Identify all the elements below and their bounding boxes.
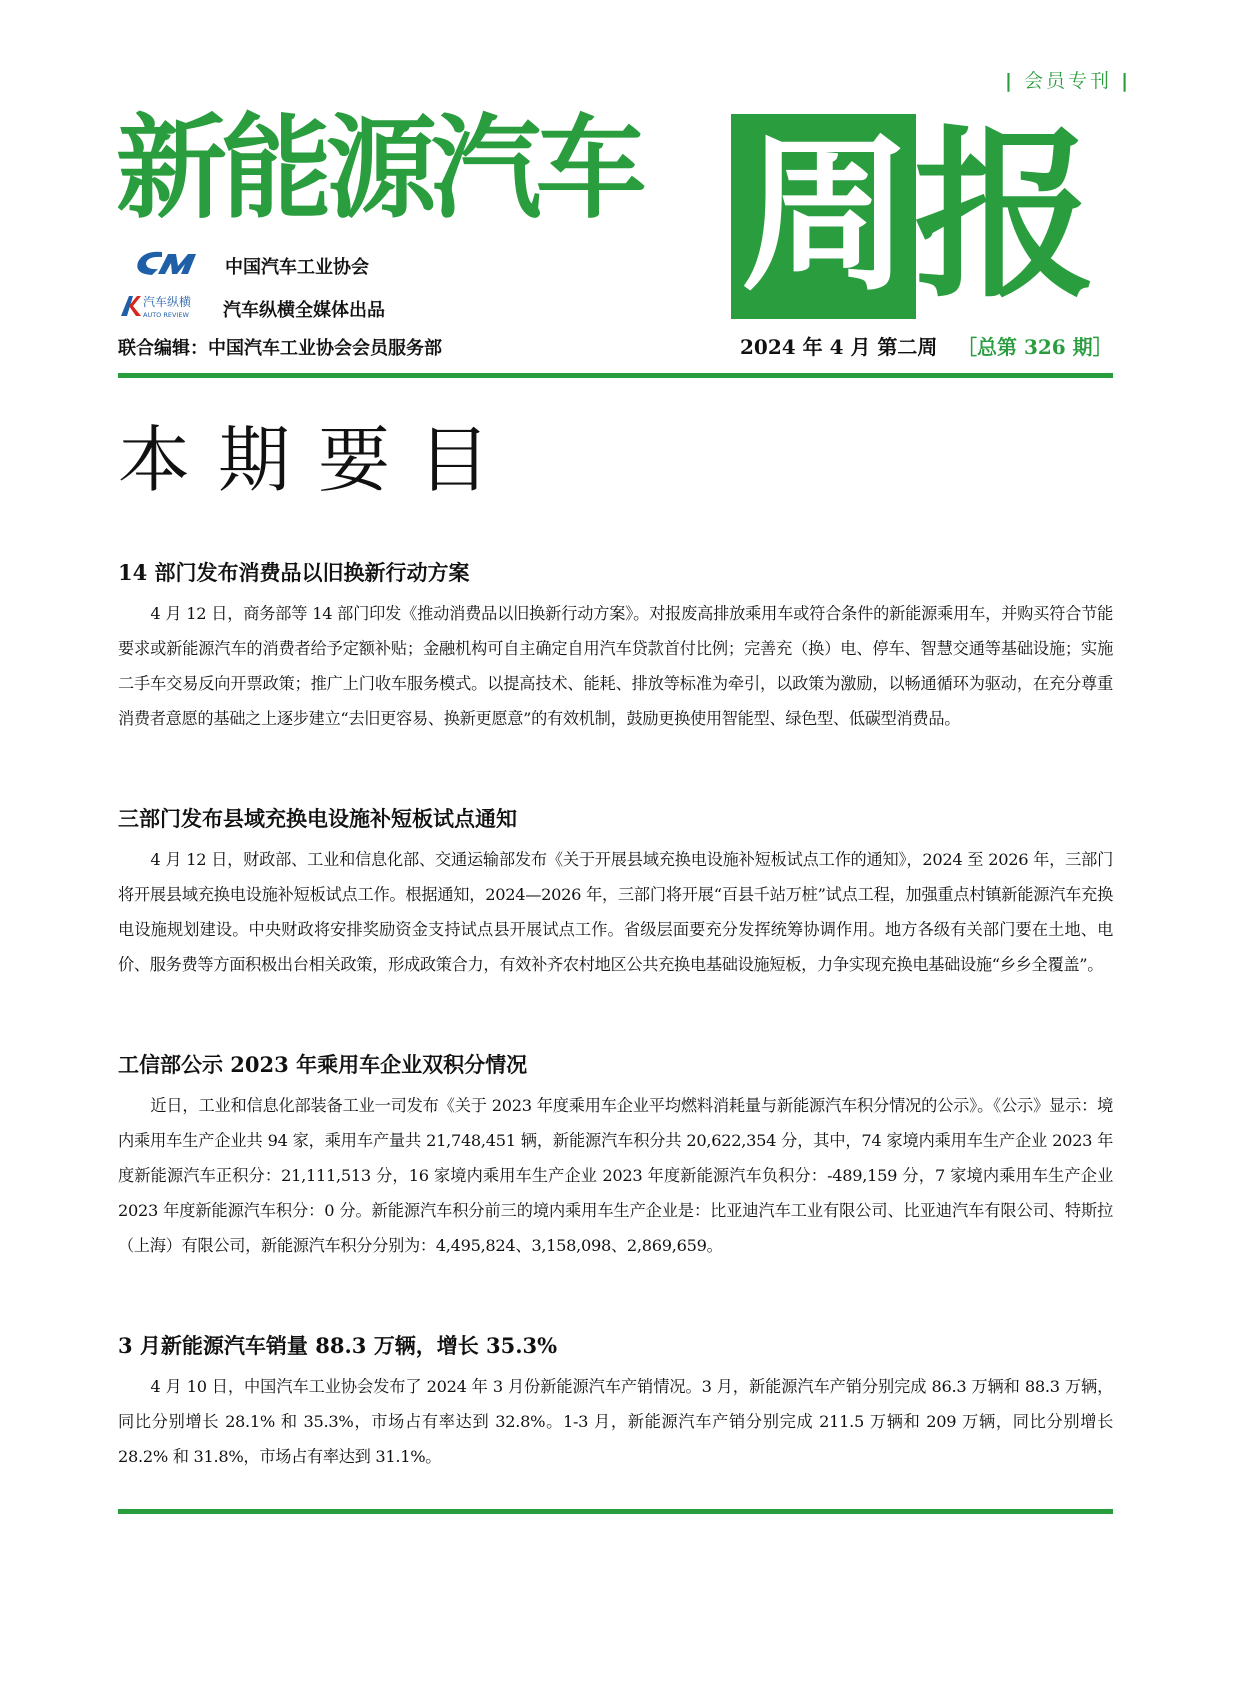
org-name: 中国汽车工业协会 (225, 257, 369, 278)
co-editor-line: 联合编辑：中国汽车工业协会会员服务部 (118, 338, 442, 359)
divider: | (1005, 70, 1015, 92)
article-body: 4 月 10 日，中国汽车工业协会发布了 2024 年 3 月份新能源汽车产销情况。3 月，新能源汽车产销分别完成 86.3 万辆和 88.3 万辆，同比分别增长 28.1% 和 35.3%，市场占有率达到 32.8%。1-3 月，新能源汽车产销分别完成 211.5 万辆和 209 万辆，同比分别增长 28.2% 和 31.8%，市场占有率达到 31.1%。 (118, 1377, 1113, 1466)
article-body: 4 月 12 日，财政部、工业和信息化部、交通运输部发布《关于开展县域充换电设施补短板试点工作的通知》，2024 至 2026 年，三部门将开展县域充换电设施补短板试点工作。根据通知，2024—2026 年，三部门将开展“百县千站万桩”试点工程，加强重点村镇新能源汽车充换电设施规划建设。中央财政将安排奖励资金支持试点县开展试点工作。省级层面要充分发挥统筹协调作用。地方各级有关部门要在土地、电价、服务费等方面积极出台相关政策，形成政策合力，有效补齐农村地区公共充换电基础设施短板，力争实现充换电基础设施“乡乡全覆盖”。 (118, 850, 1113, 974)
article-title: 工信部公示 2023 年乘用车企业双积分情况 (118, 1052, 528, 1077)
weekly-title-box (731, 114, 916, 319)
toc-heading: 本期要目 (118, 418, 519, 502)
divider: | (1121, 70, 1132, 92)
article-title: 三部门发布县域充换电设施补短板试点通知 (118, 806, 517, 831)
article-body: 近日，工业和信息化部装备工业一司发布《关于 2023 年度乘用车企业平均燃料消耗量与新能源汽车积分情况的公示》。《公示》显示：境内乘用车生产企业共 94 家，乘用车产量共 21,748,451 辆，新能源汽车积分共 20,622,354 分，其中，74 家境内乘用车生产企业 2023 年度新能源汽车正积分：21,111,513 分，16 家境内乘用车生产企业 2023 年度新能源汽车负积分：-489,159 分，7 家境内乘用车生产企业 2023 年度新能源汽车积分：0 分。新能源汽车积分前三的境内乘用车生产企业是：比亚迪汽车工业有限公司、比亚迪汽车有限公司、特斯拉（上海）有限公司，新能源汽车积分分别为：4,495,824、3,158,098、2,869,659。 (118, 1096, 1113, 1255)
article-title: 14 部门发布消费品以旧换新行动方案 (118, 560, 470, 585)
caam-logo (134, 248, 200, 278)
article-body: 4 月 12 日，商务部等 14 部门印发《推动消费品以旧换新行动方案》。对报废高排放乘用车或符合条件的新能源乘用车，并购买符合节能要求或新能源汽车的消费者给予定额补贴；金融机构可自主确定自用汽车贷款首付比例；完善充（换）电、停车、智慧交通等基础设施；实施二手车交易反向开票政策；推广上门收车服务模式。以提高技术、能耗、排放等标准为牵引，以政策为激励，以畅通循环为驱动，在充分尊重消费者意愿的基础之上逐步建立“去旧更容易、换新更愿意”的有效机制，鼓励更换使用智能型、绿色型、低碳型消费品。 (118, 604, 1113, 728)
article-title: 3 月新能源汽车销量 88.3 万辆，增长 35.3% (118, 1333, 558, 1358)
issue-number: ［总第 326 期］ (957, 335, 1113, 359)
article (118, 1050, 1113, 1263)
weekly-title-char-1: 周 (741, 117, 912, 315)
member-tag-label: 会员专刊 (1024, 70, 1113, 92)
media-credit: 汽车纵横全媒体出品 (223, 300, 385, 321)
weekly-title-char-2: 报 (914, 110, 1096, 322)
issue-date: 2024 年 4 月 第二周 (740, 335, 938, 359)
auto-review-logo (119, 292, 215, 320)
ar-logo-text: 汽车纵横 (143, 295, 192, 309)
divider-bottom (118, 1509, 1113, 1514)
ar-logo-subtext: AUTO REVIEW (143, 311, 189, 319)
member-tag (1005, 66, 1131, 93)
publication-title: 新能源汽车 (116, 104, 641, 234)
article (118, 558, 1113, 736)
article (118, 804, 1113, 982)
article (118, 1331, 1113, 1474)
divider-top (118, 373, 1113, 378)
